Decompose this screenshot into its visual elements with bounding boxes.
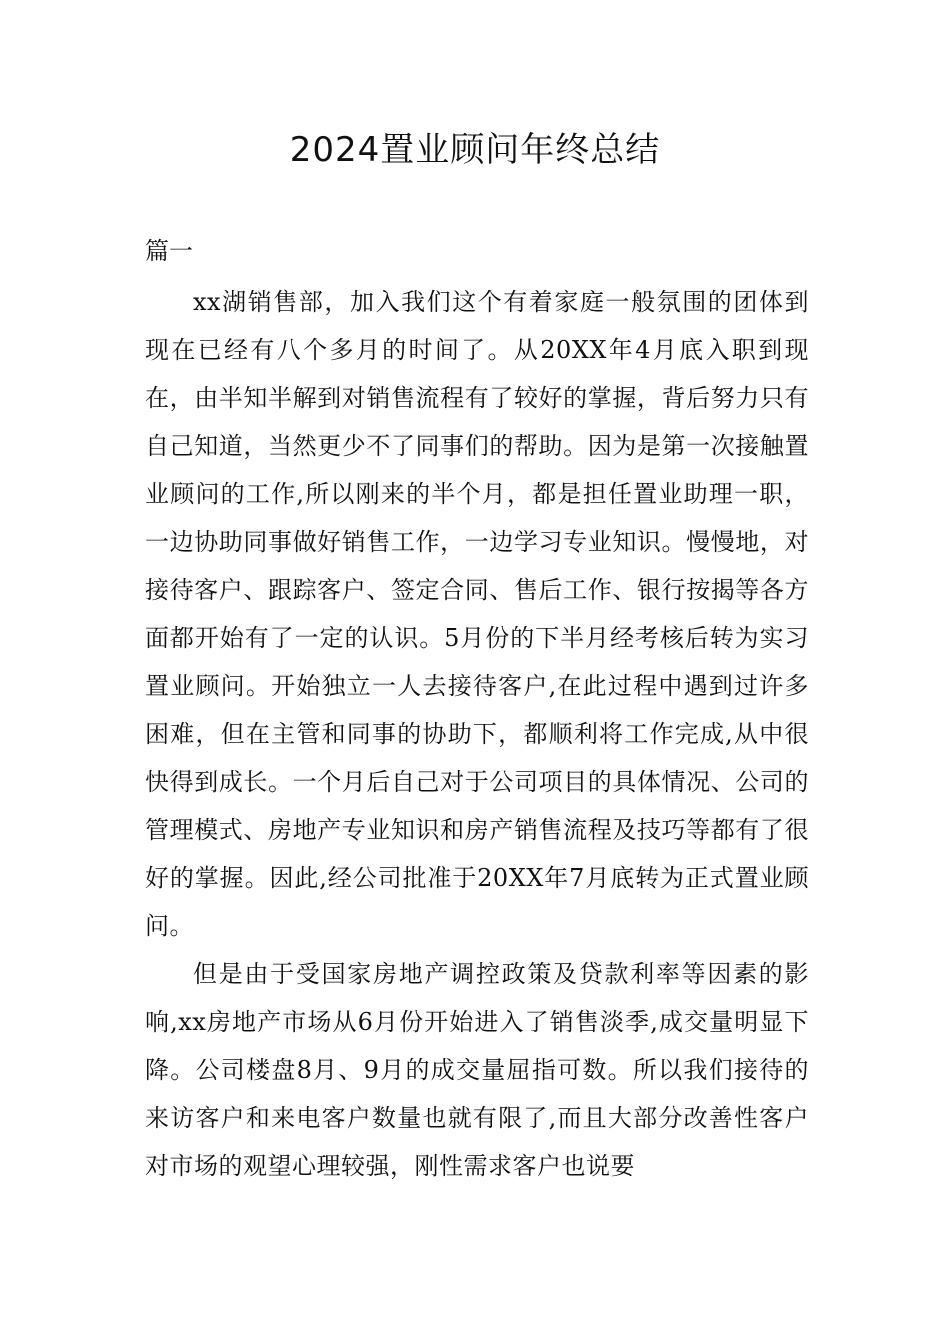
document-body (145, 278, 809, 1190)
document-title: 2024置业顾问年终总结 (289, 130, 661, 170)
paragraph: xx湖销售部，加入我们这个有着家庭一般氛围的团体到现在已经有八个多月的时间了。从20XX年4月底入职到现在，由半知半解到对销售流程有了较好的掌握，背后努力只有自己知道，当然更少不了同事们的帮助。因为是第一次接触置业顾问的工作,所以刚来的半个月，都是担任置业助理一职，一边协助同事做好销售工作，一边学习专业知识。慢慢地，对接待客户、跟踪客户、签定合同、售后工作、银行按揭等各方面都开始有了一定的认识。5月份的下半月经考核后转为实习置业顾问。开始独立一人去接待客户,在此过程中遇到过许多困难，但在主管和同事的协助下，都顺利将工作完成,从中很快得到成长。一个月后自己对于公司项目的具体情况、公司的管理模式、房地产专业知识和房产销售流程及技巧等都有了很好的掌握。因此,经公司批准于20XX年7月底转为正式置业顾问。 (145, 288, 809, 940)
section-label: 篇一 (145, 237, 193, 265)
paragraph: 但是由于受国家房地产调控政策及贷款利率等因素的影响,xx房地产市场从6月份开始进入了销售淡季,成交量明显下降。公司楼盘8月、9月的成交量屈指可数。所以我们接待的来访客户和来电客户数量也就有限了,而且大部分改善性客户对市场的观望心理较强，刚性需求客户也说要 (145, 960, 809, 1180)
